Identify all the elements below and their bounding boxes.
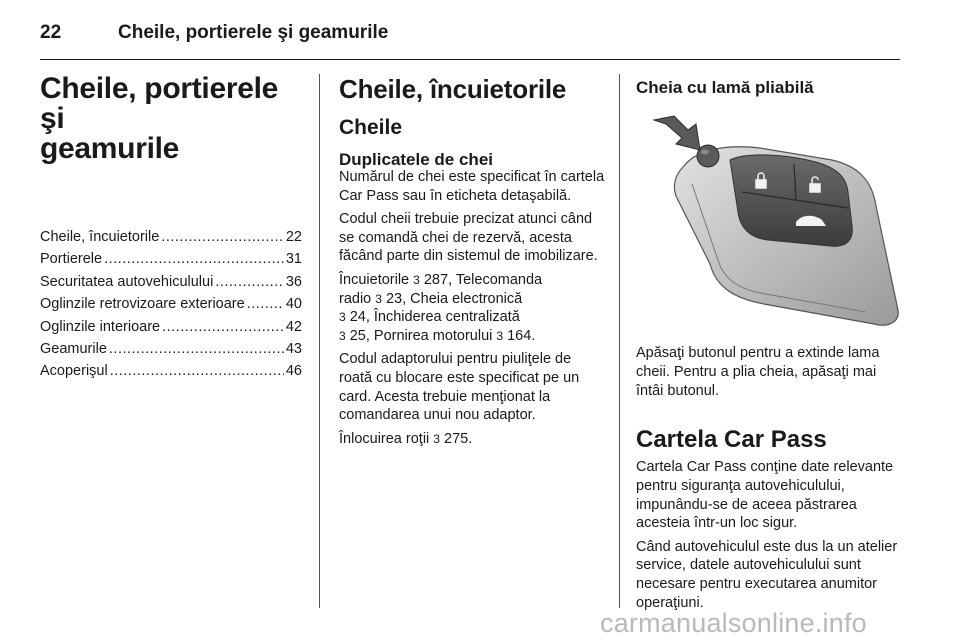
folding-key-illustration xyxy=(636,114,902,328)
sub-title: Cheile xyxy=(339,116,403,139)
subsub-title: Duplicatele de chei xyxy=(339,150,493,169)
reference-arrow-icon: 3 xyxy=(496,328,504,343)
press-arrow-icon xyxy=(654,116,700,150)
cross-references: Încuietorile 3 287, Telecomanda radio 3 23, Cheia electronică 3 24, Închiderea centralizată 3 25, Pornirea motorului 3 164. xyxy=(339,271,543,344)
paragraph: Codul adaptorului pentru piuliţele de roată cu blocare este specificat pe un card. Acesta trebuie menţionat la comandarea unui nou adaptor. xyxy=(339,351,580,424)
reference-arrow-icon: 3 xyxy=(339,328,346,343)
paragraph: Înlocuirea roţii 3 275. xyxy=(339,430,473,447)
column-divider xyxy=(319,74,320,608)
reference-arrow-icon: 3 xyxy=(433,431,440,446)
chapter-column xyxy=(40,74,302,383)
table-of-contents xyxy=(40,226,302,383)
toc-entry[interactable]: Oglinzile interioare ..... 42 xyxy=(40,316,302,338)
toc-entry[interactable]: Securitatea autovehiculului ..... 36 xyxy=(40,271,302,293)
section-title: Cheia cu lamă pliabilă xyxy=(636,78,814,97)
paragraph: Cartela Car Pass conţine date relevante pentru siguranţa autovehiculului, impunându-se de aceea păstrarea acesteia într-un loc sigur. xyxy=(636,459,894,532)
toc-entry[interactable]: Acoperişul ..... 46 xyxy=(40,360,302,382)
section-title: Cheile, încuietorile xyxy=(339,74,567,104)
toc-entry[interactable]: Cheile, încuietorile ..... 22 xyxy=(40,226,302,248)
reference-arrow-icon: 3 xyxy=(413,272,420,287)
car-pass-text xyxy=(636,458,902,612)
running-title: Cheile, portierele şi geamurile xyxy=(118,22,389,43)
release-button xyxy=(697,145,719,167)
figure-caption: Apăsaţi butonul pentru a extinde lama cheii. Pentru a plia cheia, apăsaţi mai întâi butonul. xyxy=(636,345,880,399)
reference-arrow-icon: 3 xyxy=(339,310,346,325)
column-divider xyxy=(619,74,620,608)
page-header xyxy=(40,20,900,60)
page-number: 22 xyxy=(40,22,62,43)
paragraph: Numărul de chei este specificat în cartela Car Pass sau în eticheta detaşabilă. xyxy=(339,169,605,204)
toc-entry[interactable]: Geamurile ..... 43 xyxy=(40,338,302,360)
paragraph: Când autovehiculul este dus la un atelier service, datele autovehiculului sunt necesare pentru executarea anumitor operaţiuni. xyxy=(636,538,898,611)
foldable-key-column xyxy=(636,74,902,612)
toc-entry[interactable]: Oglinzile retrovizoare exterioare ..... 40 xyxy=(40,293,302,315)
header-rule xyxy=(40,59,900,60)
reference-arrow-icon: 3 xyxy=(375,291,382,306)
section-title: Cartela Car Pass xyxy=(636,426,827,454)
chapter-title: Cheile, portierele şi geamurile xyxy=(40,72,279,165)
paragraph: Codul cheii trebuie precizat atunci când se comandă chei de rezervă, acesta făcând parte din sistemul de imobilizare. xyxy=(339,211,598,265)
toc-entry[interactable]: Portierele ..... 31 xyxy=(40,248,302,270)
watermark: carmanualsonline.info xyxy=(600,608,867,638)
keys-column xyxy=(339,74,605,448)
